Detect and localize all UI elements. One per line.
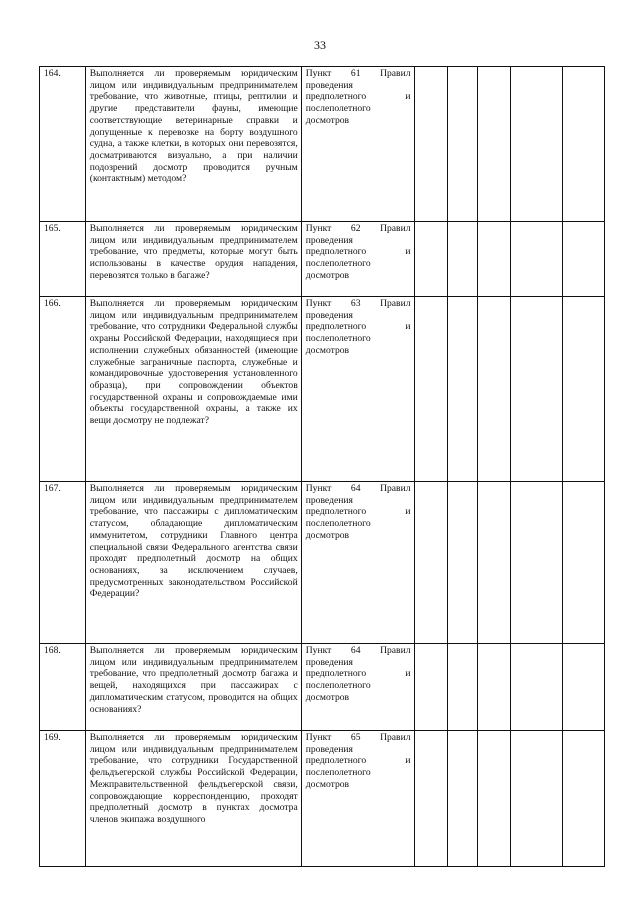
legal-reference: Пункт 61 Правил проведения предполетного и послеполетного досмотров bbox=[301, 67, 414, 222]
answer-cell bbox=[414, 222, 447, 297]
answer-cell bbox=[447, 644, 478, 731]
table-row bbox=[40, 222, 605, 297]
checklist-table bbox=[39, 66, 605, 867]
question-text: Выполняется ли проверяемым юридическим лицом или индивидуальным предпринимателем требование, что сотрудники Государственной фельдъегерской службы Российской Федерации, Межправительственной фельдъегерской связи, сопровождающие корреспонденцию, проходят предполетный досмотр в пунктах досмотра членов экипажа воздушного bbox=[85, 731, 301, 867]
row-number: 164. bbox=[40, 67, 86, 222]
answer-cell bbox=[478, 644, 511, 731]
legal-reference: Пункт 62 Правил проведения предполетного и послеполетного досмотров bbox=[301, 222, 414, 297]
page-number: 33 bbox=[314, 38, 326, 52]
table-row bbox=[40, 644, 605, 731]
legal-reference: Пункт 65 Правил проведения предполетного и послеполетного досмотров bbox=[301, 731, 414, 867]
answer-cell bbox=[478, 222, 511, 297]
answer-cell bbox=[447, 731, 478, 867]
row-number: 167. bbox=[40, 482, 86, 644]
answer-cell bbox=[563, 67, 605, 222]
answer-cell bbox=[414, 67, 447, 222]
answer-cell bbox=[563, 644, 605, 731]
answer-cell bbox=[563, 297, 605, 482]
answer-cell bbox=[478, 482, 511, 644]
legal-reference: Пункт 64 Правил проведения предполетного и послеполетного досмотров bbox=[301, 644, 414, 731]
answer-cell bbox=[447, 67, 478, 222]
answer-cell bbox=[447, 482, 478, 644]
answer-cell bbox=[563, 222, 605, 297]
answer-cell bbox=[511, 644, 563, 731]
answer-cell bbox=[414, 731, 447, 867]
row-number: 165. bbox=[40, 222, 86, 297]
legal-reference: Пункт 64 Правил проведения предполетного и послеполетного досмотров bbox=[301, 482, 414, 644]
table-row bbox=[40, 482, 605, 644]
row-number: 169. bbox=[40, 731, 86, 867]
row-number: 166. bbox=[40, 297, 86, 482]
table-row bbox=[40, 67, 605, 222]
answer-cell bbox=[414, 644, 447, 731]
answer-cell bbox=[414, 482, 447, 644]
answer-cell bbox=[511, 482, 563, 644]
answer-cell bbox=[511, 67, 563, 222]
question-text: Выполняется ли проверяемым юридическим лицом или индивидуальным предпринимателем требование, что предметы, которые могут быть использованы в качестве орудия нападения, перевозятся только в багаже? bbox=[85, 222, 301, 297]
answer-cell bbox=[447, 297, 478, 482]
answer-cell bbox=[478, 297, 511, 482]
answer-cell bbox=[447, 222, 478, 297]
answer-cell bbox=[511, 297, 563, 482]
answer-cell bbox=[511, 731, 563, 867]
table-row bbox=[40, 297, 605, 482]
legal-reference: Пункт 63 Правил проведения предполетного и послеполетного досмотров bbox=[301, 297, 414, 482]
row-number: 168. bbox=[40, 644, 86, 731]
answer-cell bbox=[563, 482, 605, 644]
table-row bbox=[40, 731, 605, 867]
answer-cell bbox=[511, 222, 563, 297]
answer-cell bbox=[478, 67, 511, 222]
answer-cell bbox=[414, 297, 447, 482]
question-text: Выполняется ли проверяемым юридическим лицом или индивидуальным предпринимателем требование, что предполетный досмотр багажа и вещей, находящихся при пассажирах с дипломатическим статусом, проводится на общих основаниях? bbox=[85, 644, 301, 731]
question-text: Выполняется ли проверяемым юридическим лицом или индивидуальным предпринимателем требование, что животные, птицы, рептилии и другие представители фауны, имеющие соответствующие ветеринарные справки и допущенные к перевозке на борту воздушного судна, а также клетки, в которых они перевозятся, досматриваются визуально, а при наличии подозрений досмотр проводится ручным (контактным) методом? bbox=[85, 67, 301, 222]
question-text: Выполняется ли проверяемым юридическим лицом или индивидуальным предпринимателем требование, что пассажиры с дипломатическим статусом, обладающие дипломатическим иммунитетом, сотрудники Главного центра специальной связи Федерального агентства связи проходят предполетный досмотр на общих основаниях, за исключением случаев, предусмотренных законодательством Российской Федерации? bbox=[85, 482, 301, 644]
answer-cell bbox=[563, 731, 605, 867]
question-text: Выполняется ли проверяемым юридическим лицом или индивидуальным предпринимателем требование, что сотрудники Федеральной службы охраны Российской Федерации, находящиеся при исполнении служебных обязанностей (имеющие служебные заграничные паспорта, служебные и командировочные удостоверения установленного образца), при сопровождении объектов государственной охраны и сопровождаемые ими объекты государственной охраны, а также их вещи досмотру не подлежат? bbox=[85, 297, 301, 482]
answer-cell bbox=[478, 731, 511, 867]
